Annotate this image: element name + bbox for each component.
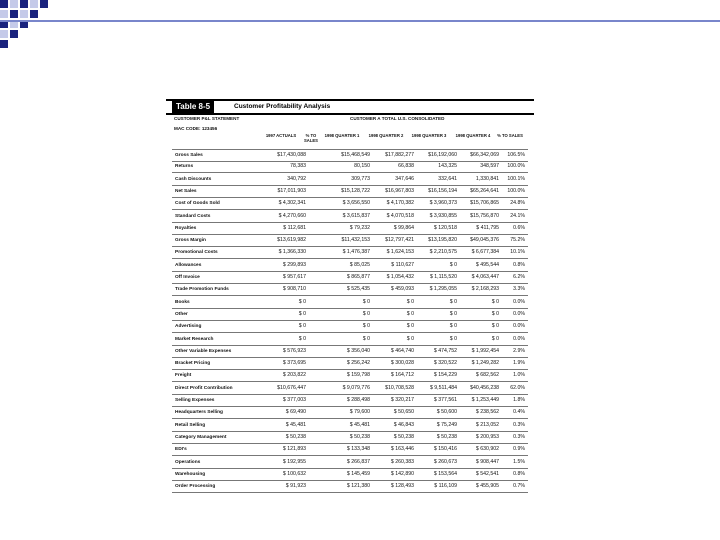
row-value: $ 150,416	[433, 446, 457, 453]
row-value: $ 79,600	[349, 409, 370, 416]
row-value: $ 0	[406, 335, 414, 342]
row-value: $15,468,549	[341, 152, 370, 158]
row-value: $40,456,238	[470, 384, 499, 391]
corner-square	[10, 30, 18, 38]
row-value: $ 266,837	[346, 458, 370, 465]
row-value: $ 0	[406, 323, 414, 330]
table-row	[172, 346, 528, 358]
row-value: $49,045,376	[470, 237, 499, 244]
row-label: Market Research	[175, 336, 214, 342]
row-value: $15,128,722	[341, 187, 370, 194]
row-value: $ 455,905	[475, 483, 499, 490]
table-row	[172, 198, 528, 210]
row-label: EDI's	[175, 447, 187, 453]
row-value: $ 299,893	[282, 261, 306, 268]
row-value: 0.9%	[513, 446, 525, 453]
row-value: 1.5%	[513, 458, 525, 465]
row-value: $66,342,069	[470, 152, 499, 158]
col-header: % TO SALES	[304, 133, 318, 143]
row-value: $ 85,025	[349, 261, 370, 268]
table-number: Table 8-5	[172, 101, 214, 113]
row-value	[306, 358, 327, 369]
table-row	[172, 432, 528, 444]
table-row	[172, 223, 528, 235]
table-row	[172, 260, 528, 272]
row-value	[306, 186, 327, 197]
row-value: 0.8%	[513, 261, 525, 268]
corner-square	[0, 10, 8, 18]
row-value: 0.7%	[513, 483, 525, 490]
row-value: $ 50,650	[393, 409, 414, 416]
row-value	[306, 334, 327, 345]
row-value	[306, 150, 327, 161]
table-row	[172, 383, 528, 395]
row-value: $ 142,890	[390, 470, 414, 477]
row-value: $ 45,481	[285, 421, 306, 428]
corner-square	[30, 10, 38, 18]
row-value: $17,430,088	[277, 152, 306, 158]
col-header: 1997 ACTUALS	[265, 133, 297, 138]
row-value: $ 0	[491, 323, 499, 330]
table-row	[172, 211, 528, 223]
row-value	[306, 395, 327, 406]
row-label: Gross Margin	[175, 238, 206, 244]
row-value: 0.0%	[513, 335, 525, 342]
row-value	[306, 407, 327, 418]
row-value: $ 213,052	[475, 421, 499, 428]
table-row	[172, 149, 528, 162]
row-label: Promotional Costs	[175, 250, 218, 256]
row-value: $ 0	[449, 298, 457, 305]
table-row	[172, 247, 528, 259]
row-value: $ 9,511,484	[429, 384, 457, 391]
row-value	[306, 223, 327, 234]
row-label: Headquarters Selling	[175, 410, 223, 416]
row-value	[306, 235, 327, 246]
row-value: $ 200,953	[475, 433, 499, 440]
row-value: $ 75,249	[436, 421, 457, 428]
row-label: Cash Discounts	[175, 176, 212, 182]
row-value: $ 110,627	[391, 261, 414, 268]
row-value: 1.9%	[513, 360, 525, 367]
corner-square	[0, 0, 8, 8]
row-value: $ 373,695	[282, 360, 306, 367]
table-row	[172, 272, 528, 284]
row-label: Cost of Goods Sold	[175, 201, 220, 207]
corner-square	[10, 0, 18, 8]
row-value: $ 3,615,837	[342, 212, 370, 219]
row-value: $ 128,493	[390, 483, 414, 490]
row-value: $ 908,710	[282, 286, 306, 293]
col-header: 1998 QUARTER 2	[368, 133, 404, 138]
row-value	[306, 211, 327, 222]
row-value	[306, 420, 327, 431]
table-row	[172, 370, 528, 382]
row-value: $ 6,677,384	[471, 249, 499, 256]
row-value	[306, 284, 327, 295]
row-label: Operations	[175, 459, 201, 465]
corner-square	[40, 0, 48, 8]
row-value: 0.0%	[513, 310, 525, 317]
row-value	[306, 346, 327, 357]
customer-label: CUSTOMER A TOTAL U.S. CONSOLIDATED	[350, 116, 445, 121]
row-value: $ 474,752	[433, 347, 457, 354]
row-value: $ 0	[491, 310, 499, 317]
row-value: $ 459,093	[390, 286, 414, 293]
row-label: Warehousing	[175, 471, 206, 477]
row-label: Other Variable Expenses	[175, 348, 232, 354]
row-value: $ 0	[298, 298, 306, 305]
row-value: $ 4,063,447	[471, 274, 499, 280]
table-row	[172, 297, 528, 309]
corner-square	[0, 30, 8, 38]
row-label: Trade Promotion Funds	[175, 287, 229, 293]
row-value: $ 0	[298, 335, 306, 342]
row-value: 66,838	[398, 163, 414, 170]
row-value: $ 50,600	[436, 409, 457, 416]
row-value: 332,641	[438, 175, 457, 182]
row-value: $13,195,820	[428, 237, 457, 244]
row-value: $ 2,168,293	[471, 286, 499, 293]
table-row	[172, 395, 528, 407]
row-value	[306, 432, 327, 443]
row-label: Returns	[175, 164, 194, 170]
row-value: $ 145,459	[346, 470, 370, 477]
row-value	[306, 370, 327, 381]
row-value: $ 192,955	[282, 458, 306, 465]
row-value: 0.3%	[513, 421, 525, 428]
row-label: Royalties	[175, 225, 197, 231]
row-value: 340,792	[287, 175, 306, 182]
table-row	[172, 235, 528, 247]
row-value: $ 203,822	[282, 372, 306, 379]
row-value: 10.1%	[510, 249, 525, 256]
row-value: $ 112,681	[283, 224, 306, 231]
row-value: $ 0	[362, 310, 370, 317]
row-value: $17,011,903	[277, 187, 306, 194]
row-value: 62.0%	[510, 384, 525, 391]
table-title-bar	[166, 99, 534, 115]
row-value: $ 0	[298, 323, 306, 330]
row-label: Selling Expenses	[175, 398, 215, 403]
row-value: $ 1,366,330	[278, 249, 306, 256]
row-value: $ 260,383	[390, 458, 414, 465]
table-title: Customer Profitability Analysis	[234, 103, 331, 110]
row-value: $ 0	[449, 261, 457, 268]
row-value: $ 120,518	[433, 224, 457, 231]
row-value: 100.0%	[507, 187, 525, 194]
table-row	[172, 284, 528, 296]
row-label: Freight	[175, 373, 192, 379]
row-value: $ 1,054,432	[386, 274, 414, 280]
row-label: Gross Sales	[175, 153, 203, 158]
row-value: $ 121,893	[282, 446, 306, 453]
row-value: $ 45,481	[349, 421, 370, 428]
row-value: $ 411,795	[476, 224, 499, 231]
row-value	[306, 321, 327, 332]
row-value	[306, 272, 327, 283]
col-header: % TO SALES	[497, 133, 523, 138]
row-value: $ 3,930,855	[429, 212, 457, 219]
row-value: $ 260,673	[433, 458, 457, 465]
row-value: $ 0	[449, 323, 457, 330]
row-value	[306, 469, 327, 480]
table-row	[172, 407, 528, 419]
row-value: $ 0	[362, 298, 370, 305]
row-value: 0.0%	[513, 323, 525, 330]
mac-code: MAC CODE: 123456	[174, 126, 218, 131]
col-header: 1998 QUARTER 3	[411, 133, 447, 138]
row-value: $11,432,153	[341, 237, 370, 244]
col-header: 1998 QUARTER 1	[324, 133, 360, 138]
row-value: $17,882,277	[385, 152, 414, 158]
row-value: $ 495,544	[475, 261, 499, 268]
row-value: 348,597	[480, 163, 499, 170]
row-value: $ 1,624,153	[386, 249, 414, 256]
row-label: Bracket Pricing	[175, 361, 211, 367]
row-label: Books	[175, 299, 190, 305]
row-value: $ 1,476,387	[342, 249, 370, 256]
row-value: 0.8%	[513, 470, 525, 477]
row-value: $ 50,238	[393, 433, 414, 440]
table-row	[172, 161, 528, 173]
row-value: 1.8%	[513, 397, 525, 403]
statement-label: CUSTOMER P&L STATEMENT	[174, 116, 240, 121]
row-value: 1,330,841	[475, 175, 499, 182]
row-value: $15,706,865	[470, 200, 499, 207]
table-row	[172, 174, 528, 186]
row-value: 6.2%	[513, 274, 525, 280]
row-value: $ 320,522	[433, 360, 457, 367]
row-value: $ 153,564	[433, 470, 457, 477]
row-value: $ 116,109	[434, 483, 457, 490]
row-value: $ 4,270,660	[278, 212, 306, 219]
row-value: 75.2%	[510, 237, 525, 244]
row-value: 100.1%	[507, 175, 525, 182]
row-value	[306, 309, 327, 320]
row-value: $ 4,070,518	[386, 212, 414, 219]
row-label: Category Management	[175, 434, 227, 440]
row-value: $ 69,490	[285, 409, 306, 416]
table-row	[172, 186, 528, 198]
row-label: Allowances	[175, 262, 202, 268]
row-value: $ 0	[406, 298, 414, 305]
row-value: $ 300,028	[390, 360, 414, 367]
row-value: $ 50,238	[349, 433, 370, 440]
row-value: $ 957,617	[282, 274, 306, 280]
row-value: $10,708,528	[385, 384, 414, 391]
row-value: 2.9%	[513, 347, 525, 354]
corner-square	[20, 0, 28, 8]
row-value: $ 50,238	[436, 433, 457, 440]
row-value: 24.1%	[510, 212, 525, 219]
row-value: $ 0	[362, 323, 370, 330]
row-value: $16,156,194	[428, 187, 457, 194]
row-value: $ 377,561	[433, 397, 457, 403]
row-value: 0.4%	[513, 409, 525, 416]
row-value	[306, 457, 327, 468]
row-value: $15,756,870	[470, 212, 499, 219]
row-value	[306, 444, 327, 455]
row-value: $ 1,115,520	[429, 274, 457, 280]
row-label: Retail Selling	[175, 422, 206, 428]
row-value: $ 4,170,382	[386, 200, 414, 207]
row-value: $12,797,421	[385, 237, 414, 244]
row-label: Order Processing	[175, 484, 216, 490]
row-value: $ 542,541	[475, 470, 499, 477]
row-value: 1.0%	[513, 372, 525, 379]
row-value: $16,967,803	[385, 187, 414, 194]
row-value: $ 0	[362, 335, 370, 342]
row-value: $ 3,960,373	[429, 200, 457, 207]
row-value: $ 377,003	[282, 397, 306, 403]
table-row	[172, 358, 528, 370]
corner-square	[0, 40, 8, 48]
row-value: $ 0	[449, 310, 457, 317]
row-value: 143,325	[438, 163, 457, 170]
row-value	[306, 198, 327, 209]
row-value: $ 50,238	[285, 433, 306, 440]
row-value: $ 2,210,575	[429, 249, 457, 256]
row-value: $ 356,040	[346, 347, 370, 354]
profitability-table	[166, 99, 534, 507]
corner-square	[30, 0, 38, 8]
row-value: 100.0%	[507, 163, 525, 170]
row-value: 0.0%	[513, 298, 525, 305]
row-value: $ 576,923	[282, 347, 306, 354]
row-value: 0.6%	[513, 224, 525, 231]
row-label: Other	[175, 311, 188, 317]
row-value: $ 288,498	[346, 397, 370, 403]
row-value: $ 79,232	[349, 224, 370, 231]
row-label: Off Invoice	[175, 275, 200, 280]
row-value: 347,646	[395, 175, 414, 182]
row-value: $ 159,798	[346, 372, 370, 379]
row-value: $ 3,656,550	[342, 200, 370, 207]
row-label: Advertising	[175, 324, 202, 330]
row-value	[306, 161, 327, 172]
table-row	[172, 444, 528, 456]
row-value: $ 1,249,282	[471, 360, 499, 367]
row-value	[306, 383, 327, 394]
row-value: 78,383	[290, 163, 306, 170]
row-value: $ 865,877	[346, 274, 370, 280]
row-value: $ 630,902	[475, 446, 499, 453]
row-value	[306, 481, 327, 492]
row-value: $ 121,380	[346, 483, 370, 490]
row-value: $ 525,435	[346, 286, 370, 293]
row-value	[306, 297, 327, 308]
row-value	[306, 247, 327, 258]
table-row	[172, 321, 528, 333]
corner-square	[10, 10, 18, 18]
row-value: $13,619,982	[277, 237, 306, 244]
row-value: $16,192,060	[428, 152, 457, 158]
row-value: 106.5%	[507, 152, 525, 158]
table-row	[172, 481, 528, 493]
row-value: $ 9,079,776	[342, 384, 370, 391]
row-value: $ 238,562	[475, 409, 499, 416]
row-value: $ 4,302,341	[278, 200, 306, 207]
table-row	[172, 420, 528, 432]
row-value: $ 682,562	[475, 372, 499, 379]
row-value: $ 163,446	[390, 446, 414, 453]
row-value: $ 164,712	[390, 372, 414, 379]
row-value: 80,150	[354, 163, 370, 170]
row-value: $ 0	[449, 335, 457, 342]
row-value: $ 154,229	[433, 372, 457, 379]
col-header: 1998 QUARTER 4	[455, 133, 491, 138]
row-value: $ 99,864	[393, 224, 414, 231]
table-row	[172, 469, 528, 481]
row-label: Direct Profit Contribution	[175, 385, 233, 391]
row-value: $ 1,992,454	[471, 347, 499, 354]
row-value: 3.3%	[513, 286, 525, 293]
row-value: 0.3%	[513, 433, 525, 440]
row-value: $ 1,295,055	[429, 286, 457, 293]
table-row	[172, 457, 528, 469]
row-label: Net Sales	[175, 188, 197, 194]
row-value: $ 100,632	[282, 470, 306, 477]
row-value: 309,773	[351, 175, 370, 182]
row-value: $ 133,348	[346, 446, 370, 453]
row-value: $ 91,923	[285, 483, 306, 490]
row-value: $ 908,447	[475, 458, 499, 465]
table-row	[172, 309, 528, 321]
corner-square	[20, 10, 28, 18]
row-value: $ 0	[406, 310, 414, 317]
row-value: $ 1,253,449	[471, 397, 499, 403]
row-value	[306, 260, 327, 271]
table-row	[172, 334, 528, 346]
row-value: 24.8%	[510, 200, 525, 207]
row-value: $ 46,843	[393, 421, 414, 428]
row-value: $ 0	[491, 298, 499, 305]
row-value	[306, 174, 327, 185]
header-rule	[0, 20, 720, 22]
row-value: $ 0	[491, 335, 499, 342]
row-label: Standard Costs	[175, 213, 211, 219]
row-value: $ 256,242	[346, 360, 370, 367]
row-value: $ 0	[298, 310, 306, 317]
row-value: $ 320,217	[390, 397, 414, 403]
row-value: $65,264,641	[470, 187, 499, 194]
row-value: $ 464,740	[390, 347, 414, 354]
row-value: $10,676,447	[277, 384, 306, 391]
